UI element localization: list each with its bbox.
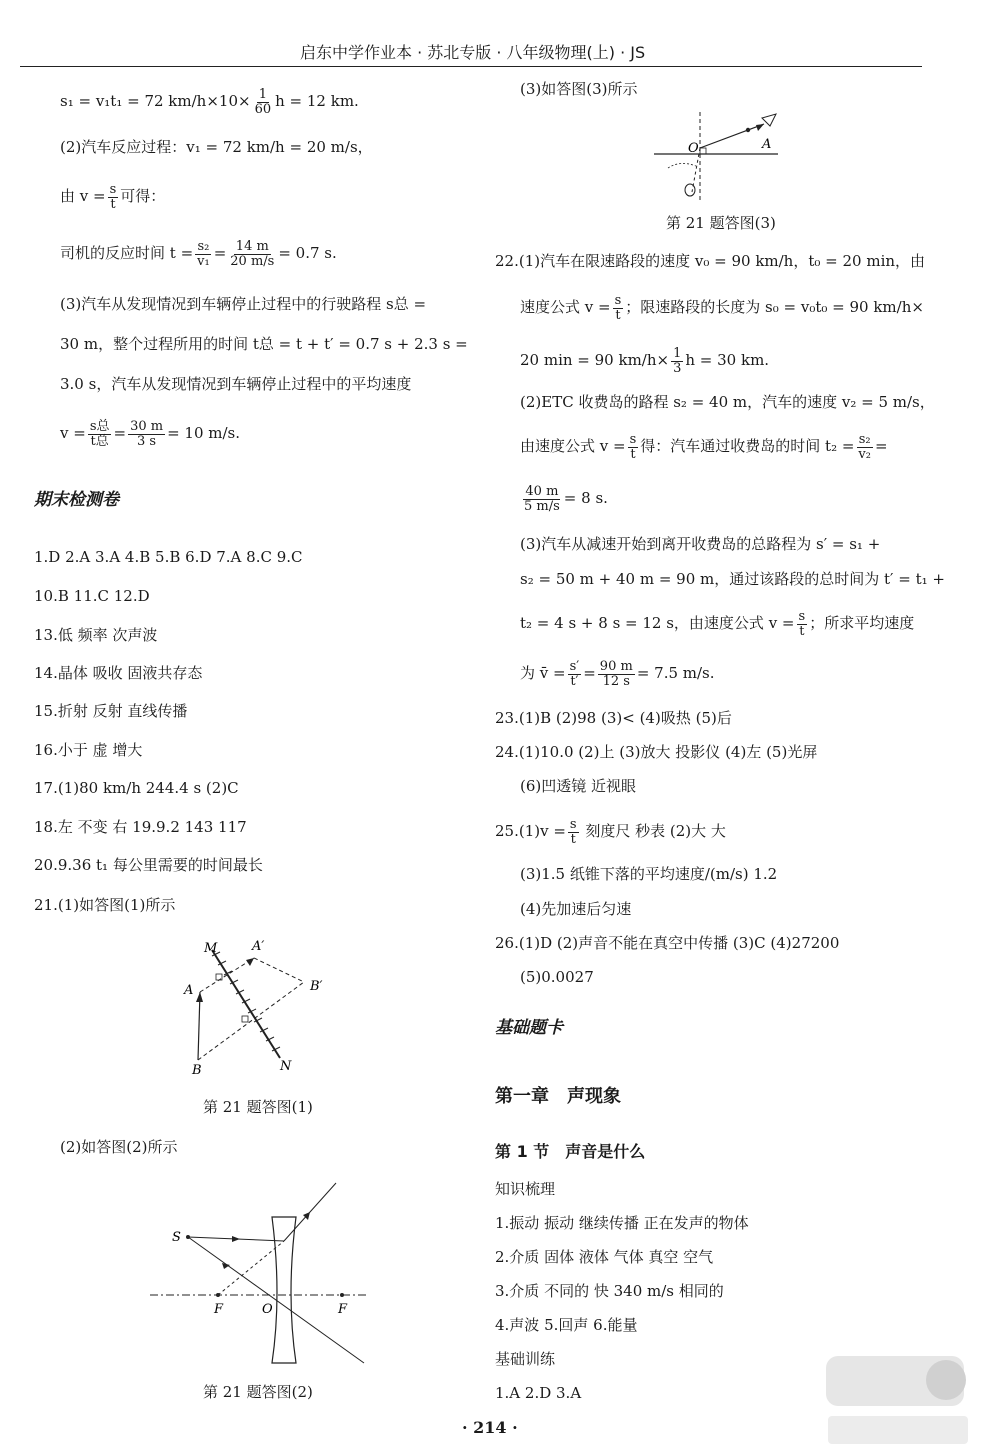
- answer-line: 10.B 11.C 12.D: [34, 587, 150, 605]
- figure-caption: 第 21 题答图(2): [203, 1383, 313, 1401]
- text-line: (2)汽车反应过程：v₁ = 72 km/h = 20 m/s，: [60, 138, 373, 156]
- eq-line: 25.(1)v = $\frac{s}{t}$ 刻度尺 秒表 (2)大 大: [495, 817, 726, 847]
- answer-line: 4.声波 5.回声 6.能量: [495, 1316, 638, 1334]
- answer-line: 22.(1)汽车在限速路段的速度 v₀ = 90 km/h，t₀ = 20 min，由: [495, 252, 926, 270]
- text-line: 30 m，整个过程所用的时间 t总 = t + t′ = 0.7 s + 2.3 s =: [60, 335, 468, 353]
- answer-line: 3.介质 不同的 快 340 m/s 相同的: [495, 1282, 724, 1300]
- answer-line: 21.(1)如答图(1)所示: [34, 896, 176, 914]
- header-rule: [20, 66, 922, 67]
- answer-line: (5)0.0027: [520, 968, 594, 986]
- section-title: 期末检测卷: [34, 490, 119, 510]
- answer-line: 24.(1)10.0 (2)上 (3)放大 投影仪 (4)左 (5)光屏: [495, 743, 818, 761]
- eq-line-1: s₁ = v₁t₁ = 72 km/h×10× $\frac{1}{60}$ h = 12 km.: [60, 87, 359, 117]
- answer-line: 15.折射 反射 直线传播: [34, 702, 188, 720]
- eq-line: t₂ = 4 s + 8 s = 12 s，由速度公式 v = $\frac{s}{t}$ ；所求平均速度: [520, 609, 915, 639]
- answer-line: (3)汽车从减速开始到离开收费岛的总路程为 s′ = s₁ +: [520, 535, 881, 553]
- section-title: 基础题卡: [495, 1018, 563, 1038]
- answer-line: 23.(1)B (2)98 (3)< (4)吸热 (5)后: [495, 709, 732, 727]
- answer-line: 13.低 频率 次声波: [34, 626, 158, 644]
- text-line: (3)汽车从发现情况到车辆停止过程中的行驶路程 s总 =: [60, 295, 427, 313]
- answer-line: 2.介质 固体 液体 气体 真空 空气: [495, 1248, 714, 1266]
- figure-21-1: [170, 930, 340, 1080]
- answer-line: (3)1.5 纸锥下落的平均速度/(m/s) 1.2: [520, 865, 778, 883]
- fig2-label-F1: F: [214, 1302, 224, 1317]
- label-training: 基础训练: [495, 1350, 556, 1368]
- answer-line: 18.左 不变 右 19.9.2 143 117: [34, 818, 247, 836]
- figure-caption: 第 21 题答图(3): [666, 214, 776, 232]
- figure-21-3: [652, 108, 792, 204]
- answer-line: s₂ = 50 m + 40 m = 90 m，通过该路段的总时间为 t′ = t₁ +: [520, 570, 945, 588]
- eq-line: 由 v = $\frac{s}{t}$ 可得：: [60, 182, 166, 212]
- answer-line: (6)凹透镜 近视眼: [520, 777, 637, 795]
- fig1-label-M: M: [204, 941, 218, 956]
- fig2-label-O: O: [262, 1302, 273, 1317]
- page-number: · 214 ·: [462, 1418, 518, 1437]
- fig2-label-S: S: [172, 1230, 181, 1245]
- eq-line: $\frac{40 m}{5 m/s}$ = 8 s.: [524, 484, 608, 514]
- answer-line: 26.(1)D (2)声音不能在真空中传播 (3)C (4)27200: [495, 934, 840, 952]
- eq-line: 司机的反应时间 t = $\frac{\text{s₂}}{\text{v₁}}$ = $\frac{14 m}{20 m/s}$ = 0.7 s.: [60, 239, 337, 269]
- eq-line: 20 min = 90 km/h× $\frac{1}{3}$ h = 30 km.: [520, 346, 770, 376]
- answer-line: 20.9.36 t₁ 每公里需要的时间最长: [34, 856, 263, 874]
- answer-line: 14.晶体 吸收 固液共存态: [34, 664, 203, 682]
- figure-caption: 第 21 题答图(1): [203, 1098, 313, 1116]
- answer-line: (2)如答图(2)所示: [60, 1138, 178, 1156]
- eq-line: 由速度公式 v = $\frac{s}{t}$ 得：汽车通过收费岛的时间 t₂ = $\frac{\text{s₂}}{\text{v₂}}$ =: [520, 432, 888, 462]
- answer-line: 17.(1)80 km/h 244.4 s (2)C: [34, 779, 239, 797]
- answer-line: 1.振动 振动 继续传播 正在发声的物体: [495, 1214, 749, 1232]
- answer-line: (4)先加速后匀速: [520, 900, 632, 918]
- fig3-label-A: A: [762, 137, 772, 152]
- eq-line: 为 v̄ = $\frac{s'}{t'}$ = $\frac{90 m}{12 s}$ = 7.5 m/s.: [520, 659, 715, 689]
- fig1-label-A-prime: A′: [252, 939, 265, 954]
- answer-line: (2)ETC 收费岛的路程 s₂ = 40 m，汽车的速度 v₂ = 5 m/s，: [520, 393, 935, 411]
- answer-line: 1.D 2.A 3.A 4.B 5.B 6.D 7.A 8.C 9.C: [34, 548, 303, 566]
- eq-line: 速度公式 v = $\frac{s}{t}$ ；限速路段的长度为 s₀ = v₀t₀ = 90 km/h×: [520, 293, 924, 323]
- watermark-logo: [822, 1350, 972, 1450]
- subsection-title: 第 1 节 声音是什么: [495, 1142, 646, 1161]
- fig1-label-B-prime: B′: [310, 979, 323, 994]
- page-header: 启东中学作业本 · 苏北专版 · 八年级物理(上) · JS: [300, 43, 646, 62]
- eq-line: v = $\frac{\text{s总}}{\text{t总}}$ = $\frac{30 m}{3 s}$ = 10 m/s.: [60, 419, 241, 449]
- answer-line: 16.小于 虚 增大: [34, 741, 143, 759]
- answer-line: (3)如答图(3)所示: [520, 80, 638, 98]
- text-line: 3.0 s，汽车从发现情况到车辆停止过程中的平均速度: [60, 375, 412, 393]
- answer-line: 1.A 2.D 3.A: [495, 1384, 582, 1402]
- figure-21-2: [150, 1175, 380, 1375]
- fig1-label-N: N: [280, 1059, 292, 1074]
- chapter-title: 第一章 声现象: [495, 1086, 621, 1107]
- fig3-label-O: O: [688, 141, 699, 156]
- label-knowledge: 知识梳理: [495, 1180, 556, 1198]
- fig2-label-F2: F: [338, 1302, 348, 1317]
- fig1-label-B: B: [192, 1063, 202, 1078]
- fig1-label-A: A: [184, 983, 194, 998]
